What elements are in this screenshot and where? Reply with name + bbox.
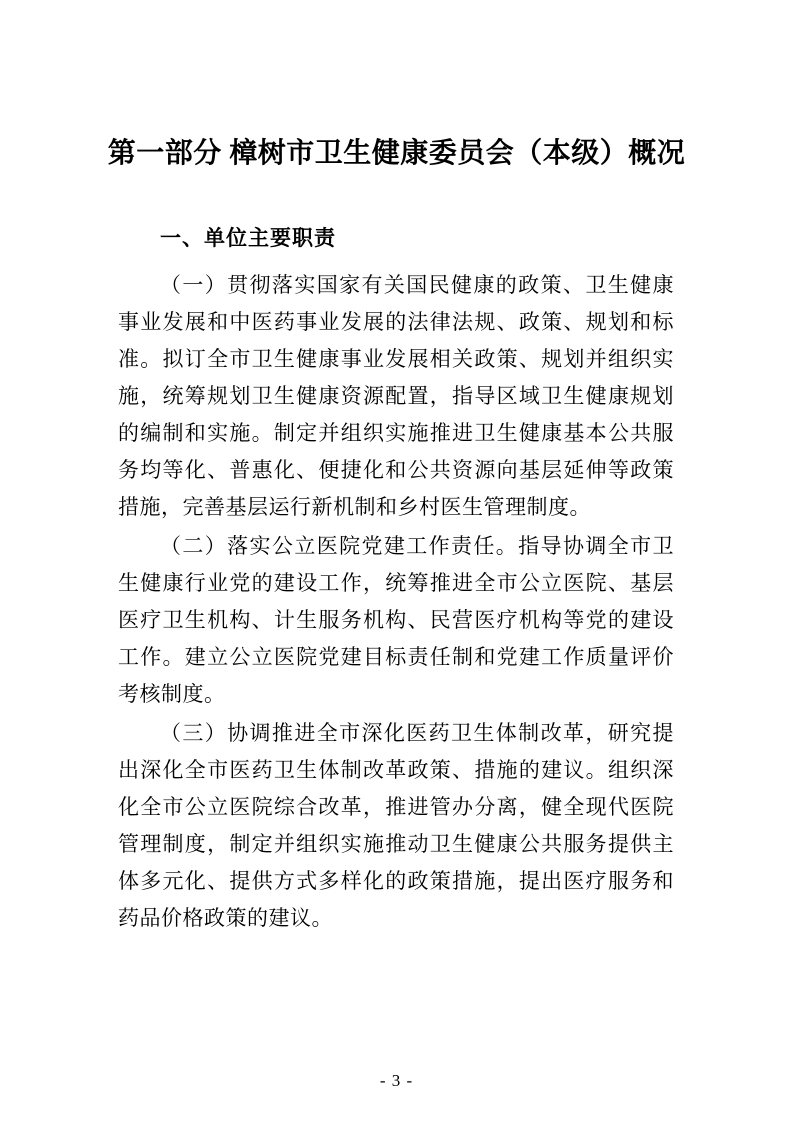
page-footer xyxy=(0,1070,793,1092)
paragraph-duty-3: （三）协调推进全市深化医药卫生体制改革，研究提出深化全市医药卫生体制改革政策、措施的建议。组织深化全市公立医院综合改革，推进管办分离，健全现代医院管理制度，制定并组织实施推动卫生健康公共服务提供主体多元化、提供方式多样化的政策措施，提出医疗服务和药品价格政策的建议。 xyxy=(118,721,674,930)
page-title: 第一部分 樟树市卫生健康委员会（本级）概况 xyxy=(107,138,686,169)
page-number: - 3 - xyxy=(379,1071,414,1090)
paragraph-duty-2: （二）落实公立医院党建工作责任。指导协调全市卫生健康行业党的建设工作，统筹推进全市公立医院、基层医疗卫生机构、计生服务机构、民营医疗机构等党的建设工作。建立公立医院党建目标责任制和党建工作质量评价考核制度。 xyxy=(118,534,674,706)
document-body xyxy=(118,224,674,937)
paragraph-duty-1: （一）贯彻落实国家有关国民健康的政策、卫生健康事业发展和中医药事业发展的法律法规、政策、规划和标准。拟订全市卫生健康事业发展相关政策、规划并组织实施，统筹规划卫生健康资源配置，指导区域卫生健康规划的编制和实施。制定并组织实施推进卫生健康基本公共服务均等化、普惠化、便捷化和公共资源向基层延伸等政策措施，完善基层运行新机制和乡村医生管理制度。 xyxy=(118,273,674,519)
section-heading: 一、单位主要职责 xyxy=(160,227,336,250)
